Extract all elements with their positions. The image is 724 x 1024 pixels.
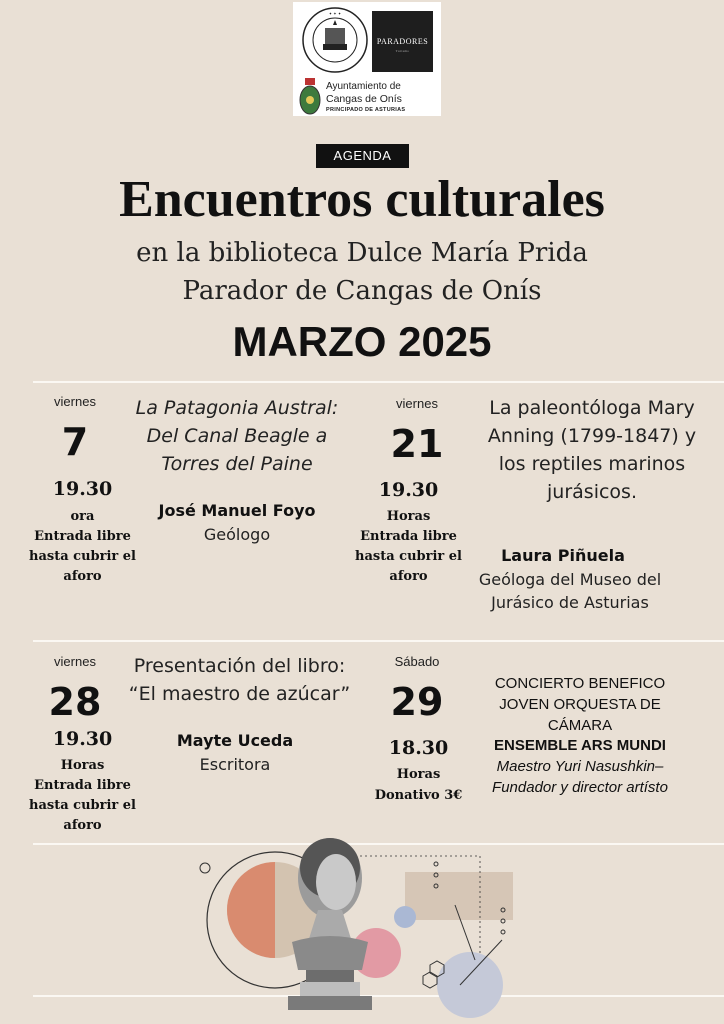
decorative-bust-illustration — [190, 820, 530, 1024]
event-role: Escritora — [199, 755, 271, 774]
event-title-line: La Patagonia Austral: — [135, 397, 339, 419]
event-entry-line1: Entrada libre — [34, 529, 131, 544]
agenda-badge: AGENDA — [316, 144, 409, 168]
divider — [33, 640, 724, 642]
event-day: 29 — [390, 680, 444, 724]
event-time-unit: ora — [70, 509, 95, 524]
event-time: 19.30 — [52, 478, 113, 500]
paradores-logo-text: PARADORES — [376, 37, 429, 46]
event-time: 18.30 — [388, 737, 449, 759]
subtitle-line2: Parador de Cangas de Onís — [182, 276, 542, 306]
event-time: 19.30 — [52, 728, 113, 750]
page-title: Encuentros culturales — [119, 171, 605, 228]
event-entry-line1: Entrada libre — [34, 778, 131, 793]
event-time-unit: Horas — [386, 509, 431, 524]
event-weekday: viernes — [54, 394, 96, 409]
event-speaker: José Manuel Foyo — [158, 501, 316, 520]
university-seal-logo — [301, 6, 369, 74]
event-title-line: Del Canal Beagle a — [146, 425, 328, 447]
event-entry-line2: hasta cubrir el aforo — [355, 549, 462, 584]
event-title-line: Anning (1799-1847) y — [487, 425, 697, 447]
event-day: 7 — [61, 420, 89, 464]
svg-text:✦ ✦ ✦: ✦ ✦ ✦ — [328, 11, 342, 16]
event-title — [470, 673, 690, 736]
event-time-unit: Horas — [396, 767, 441, 782]
event-day: 28 — [48, 680, 102, 724]
event-title — [122, 394, 352, 478]
subtitle-line1: en la biblioteca Dulce María Prida — [136, 238, 588, 268]
event-role-line: Fundador y director artísto — [492, 779, 668, 796]
event-title-line: “El maestro de azúcar” — [128, 683, 351, 705]
event-entry-line1: Entrada libre — [360, 529, 457, 544]
event-weekday: Sábado — [394, 654, 440, 669]
cangas-crest-logo — [299, 78, 321, 116]
event-role — [460, 756, 700, 798]
event-role-line: Jurásico de Asturias — [491, 593, 649, 612]
divider — [33, 381, 724, 383]
logo-panel — [293, 2, 441, 116]
event-role-line: Geóloga del Museo del — [478, 570, 662, 589]
event-day: 21 — [390, 422, 444, 466]
event-time: 19.30 — [378, 479, 439, 501]
ayuntamiento-line3: PRINCIPADO DE ASTURIAS — [326, 107, 406, 113]
event-role — [455, 568, 685, 614]
event-title-line: Presentación del libro: — [133, 655, 346, 677]
ayuntamiento-line1: Ayuntamiento de — [326, 81, 401, 92]
event-weekday: viernes — [54, 654, 96, 669]
event-entry-line1: Donativo 3€ — [374, 788, 463, 803]
event-title-line: jurásicos. — [547, 481, 637, 503]
event-time-unit: Horas — [60, 758, 105, 773]
paradores-logo — [372, 11, 433, 72]
event-speaker: Laura Piñuela — [501, 546, 625, 565]
event-entry-line2: hasta cubrir el aforo — [29, 798, 136, 833]
event-speaker: Mayte Uceda — [176, 731, 294, 750]
event-title — [112, 652, 367, 708]
event-title-line: Torres del Paine — [161, 453, 313, 475]
paradores-tagline: Turismo — [395, 49, 410, 53]
event-speaker: ENSEMBLE ARS MUNDI — [494, 737, 666, 754]
event-weekday: viernes — [396, 396, 438, 411]
event-title-line: los reptiles marinos — [498, 453, 686, 475]
event-role: Geólogo — [203, 525, 271, 544]
event-title — [460, 394, 724, 506]
event-title-line: JOVEN ORQUESTA DE — [499, 696, 661, 713]
month-heading: MARZO 2025 — [232, 318, 492, 365]
event-title-line: CÁMARA — [547, 717, 613, 734]
event-title-line: La paleontóloga Mary — [489, 397, 695, 419]
event-title-line: CONCIERTO BENEFICO — [494, 675, 666, 692]
ayuntamiento-line2: Cangas de Onís — [326, 93, 402, 105]
event-role-line: Maestro Yuri Nasushkin– — [496, 758, 664, 775]
event-entry-line2: hasta cubrir el aforo — [29, 549, 136, 584]
